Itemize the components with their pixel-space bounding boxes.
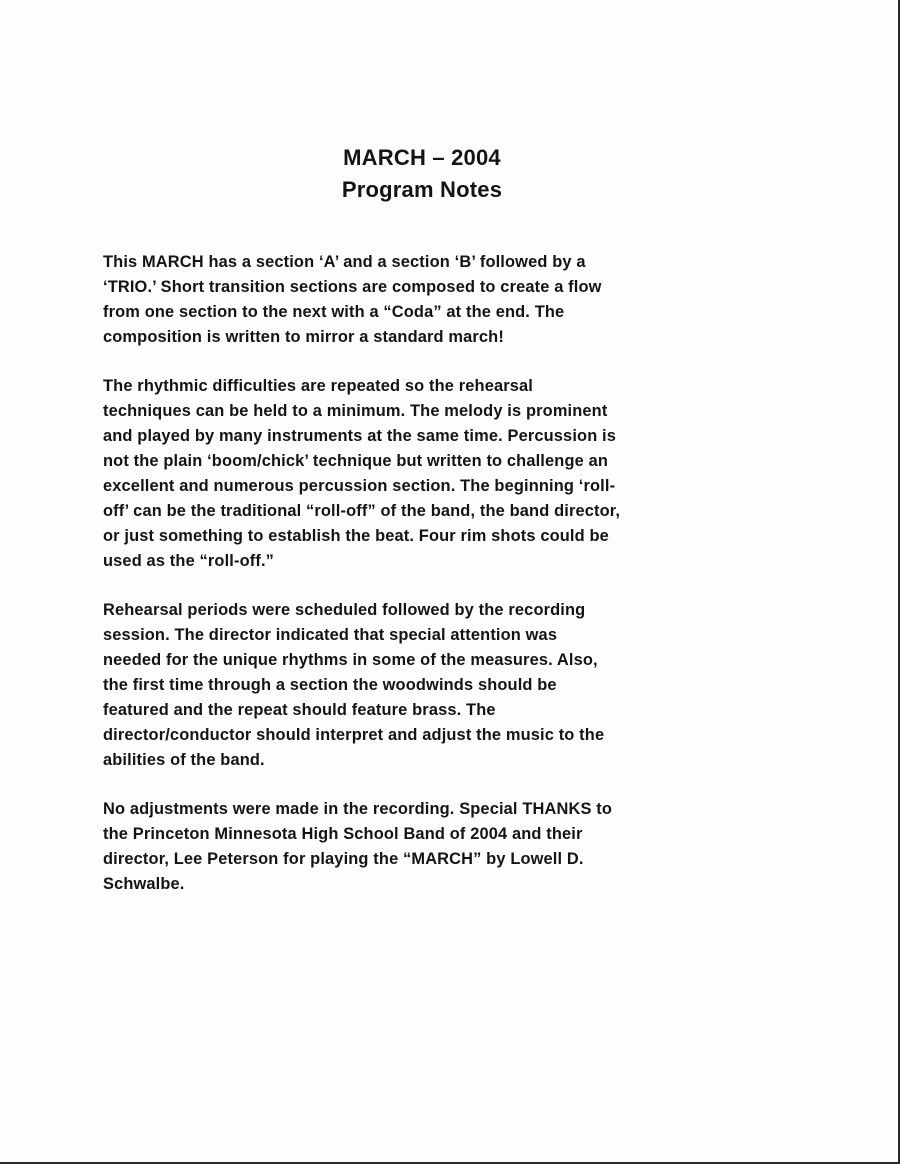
text-line: No adjustments were made in the recording. Special THANKS to [103, 800, 613, 818]
text-line: abilities of the band. [103, 751, 265, 769]
text-line: Rehearsal periods were scheduled followed by the recording [103, 601, 586, 619]
text-line: featured and the repeat should feature brass. The [103, 701, 496, 719]
text-line: techniques can be held to a minimum. The melody is prominent [103, 402, 608, 420]
paragraph-2 [103, 374, 743, 574]
page-subtitle: Program Notes [341, 177, 503, 202]
paragraph-1 [103, 250, 743, 350]
text-line: ‘TRIO.’ Short transition sections are composed to create a flow [103, 278, 602, 296]
text-line: director, Lee Peterson for playing the “MARCH” by Lowell D. [103, 850, 584, 868]
text-line: composition is written to mirror a standard march! [103, 328, 504, 346]
text-line: or just something to establish the beat. Four rim shots could be [103, 527, 609, 545]
text-line: needed for the unique rhythms in some of the measures. Also, [103, 651, 598, 669]
text-line: director/conductor should interpret and adjust the music to the [103, 726, 605, 744]
body-text [103, 250, 743, 921]
text-line: session. The director indicated that special attention was [103, 626, 558, 644]
text-line: Schwalbe. [103, 875, 185, 893]
paragraph-3 [103, 598, 743, 773]
text-line: the Princeton Minnesota High School Band of 2004 and their [103, 825, 583, 843]
text-line: from one section to the next with a “Coda” at the end. The [103, 303, 565, 321]
text-line: off’ can be the traditional “roll-off” of the band, the band director, [103, 502, 621, 520]
text-line: not the plain ‘boom/chick’ technique but written to challenge an [103, 452, 608, 470]
text-line: used as the “roll-off.” [103, 552, 275, 570]
page-title: MARCH – 2004 [343, 145, 501, 170]
title-block [0, 142, 844, 206]
text-line: the first time through a section the woodwinds should be [103, 676, 557, 694]
paragraph-4 [103, 797, 743, 897]
text-line: excellent and numerous percussion section. The beginning ‘roll- [103, 477, 616, 495]
text-line: The rhythmic difficulties are repeated so the rehearsal [103, 377, 533, 395]
text-line: and played by many instruments at the same time. Percussion is [103, 427, 617, 445]
text-line: This MARCH has a section ‘A’ and a section ‘B’ followed by a [103, 253, 586, 271]
